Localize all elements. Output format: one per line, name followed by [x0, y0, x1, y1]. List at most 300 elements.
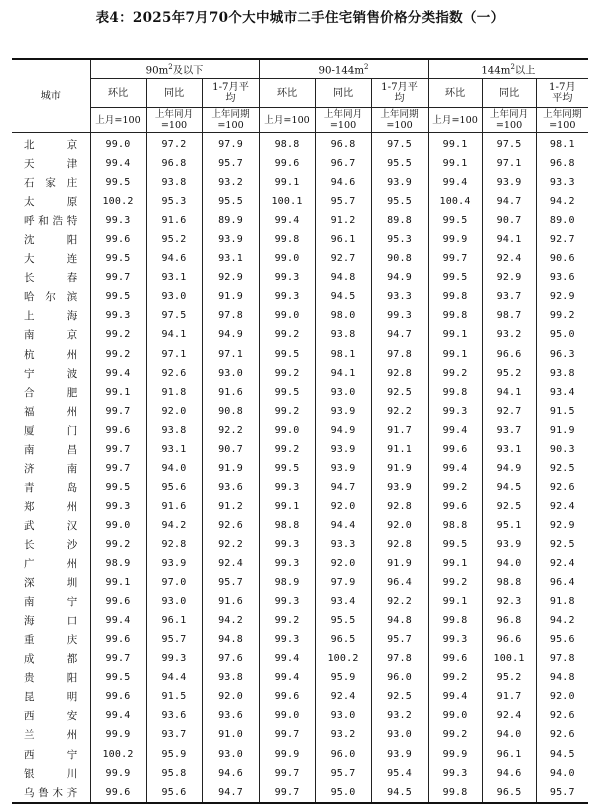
index-value: 93.9	[371, 478, 428, 497]
index-value: 99.2	[259, 325, 315, 344]
index-value: 99.2	[428, 573, 482, 592]
table-row	[12, 421, 588, 440]
group-header-medium: $90-144m^2$	[259, 59, 428, 79]
index-value: 96.8	[536, 154, 588, 173]
index-value: 97.1	[146, 345, 202, 364]
index-value: 95.2	[482, 668, 536, 687]
city-name: 厦门	[24, 424, 78, 437]
index-value: 99.6	[90, 592, 146, 611]
city-name: 沈阳	[24, 234, 78, 247]
index-value: 92.2	[371, 592, 428, 611]
index-value: 95.2	[482, 364, 536, 383]
index-value: 97.2	[146, 133, 202, 155]
index-value: 99.1	[428, 154, 482, 173]
city-name: 宁波	[24, 367, 78, 380]
index-value: 93.2	[371, 706, 428, 725]
table-row	[12, 345, 588, 364]
index-value: 93.8	[146, 173, 202, 192]
index-value: 99.2	[259, 440, 315, 459]
index-value: 99.6	[90, 630, 146, 649]
index-value: 93.8	[536, 364, 588, 383]
index-value: 99.3	[259, 592, 315, 611]
index-value: 95.7	[315, 192, 371, 211]
index-value: 93.9	[315, 440, 371, 459]
index-value: 99.5	[90, 173, 146, 192]
page-title: 表4：2025年7月70个大中城市二手住宅销售价格分类指数（一）	[95, 10, 505, 26]
index-value: 99.6	[259, 687, 315, 706]
index-value: 94.2	[202, 611, 259, 630]
city-name: 南宁	[24, 596, 78, 609]
index-value: 98.1	[536, 133, 588, 155]
index-value: 98.1	[315, 345, 371, 364]
index-value: 92.5	[536, 535, 588, 554]
table-row	[12, 459, 588, 478]
index-value: 99.2	[90, 535, 146, 554]
index-value: 93.1	[202, 249, 259, 268]
index-value: 92.2	[371, 402, 428, 421]
index-value: 96.8	[482, 611, 536, 630]
index-value: 91.9	[371, 554, 428, 573]
city-name: 南京	[24, 329, 78, 342]
index-value: 91.6	[146, 211, 202, 230]
city-column-header: 城市	[12, 59, 90, 133]
city-name: 石家庄	[24, 177, 78, 190]
index-value: 99.7	[90, 268, 146, 287]
table-row	[12, 154, 588, 173]
index-value: 99.9	[428, 230, 482, 249]
index-value: 95.5	[371, 154, 428, 173]
index-value: 92.8	[371, 364, 428, 383]
index-value: 99.8	[428, 383, 482, 402]
index-value: 99.5	[90, 287, 146, 306]
index-value: 99.6	[90, 421, 146, 440]
table-row	[12, 306, 588, 325]
table-row	[12, 516, 588, 535]
index-value: 95.7	[146, 630, 202, 649]
index-value: 99.3	[90, 211, 146, 230]
index-value: 94.5	[371, 783, 428, 803]
index-value: 99.1	[90, 573, 146, 592]
index-value: 99.6	[90, 687, 146, 706]
sub-header-mom: 环比	[90, 79, 146, 108]
index-value: 99.6	[428, 497, 482, 516]
index-value: 91.9	[202, 287, 259, 306]
index-value: 94.9	[202, 325, 259, 344]
index-value: 93.6	[202, 706, 259, 725]
index-value: 98.9	[259, 573, 315, 592]
index-value: 96.1	[482, 745, 536, 764]
sub-header-mom: 环比	[428, 79, 482, 108]
index-value: 94.8	[536, 668, 588, 687]
table-row	[12, 211, 588, 230]
index-value: 99.6	[428, 440, 482, 459]
index-value: 91.2	[202, 497, 259, 516]
index-value: 99.0	[428, 706, 482, 725]
city-name: 深圳	[24, 577, 78, 590]
index-value: 92.2	[202, 535, 259, 554]
index-value: 97.5	[146, 306, 202, 325]
index-value: 99.0	[259, 306, 315, 325]
index-value: 95.7	[315, 764, 371, 783]
index-value: 97.1	[482, 154, 536, 173]
index-value: 95.3	[146, 192, 202, 211]
index-value: 94.0	[536, 764, 588, 783]
index-value: 93.4	[536, 383, 588, 402]
index-value: 94.7	[202, 783, 259, 803]
index-value: 95.0	[315, 783, 371, 803]
base-label: 上年同月=100	[146, 108, 202, 133]
index-value: 99.8	[428, 611, 482, 630]
city-name: 成都	[24, 653, 78, 666]
index-value: 94.6	[482, 764, 536, 783]
sub-header-yoy: 同比	[315, 79, 371, 108]
table-row	[12, 745, 588, 764]
table-row	[12, 478, 588, 497]
index-value: 91.8	[146, 383, 202, 402]
index-value: 99.2	[90, 325, 146, 344]
index-value: 91.5	[536, 402, 588, 421]
index-value: 92.7	[482, 402, 536, 421]
index-value: 92.0	[315, 554, 371, 573]
index-value: 93.9	[371, 745, 428, 764]
index-value: 91.8	[536, 592, 588, 611]
index-value: 93.3	[536, 173, 588, 192]
index-value: 95.3	[371, 230, 428, 249]
index-value: 98.8	[259, 133, 315, 155]
index-value: 93.0	[315, 706, 371, 725]
index-value: 91.9	[202, 459, 259, 478]
index-value: 89.0	[536, 211, 588, 230]
index-value: 99.6	[428, 649, 482, 668]
base-label: 上年同期=100	[371, 108, 428, 133]
index-value: 94.9	[315, 421, 371, 440]
table-row	[12, 230, 588, 249]
index-value: 92.3	[482, 592, 536, 611]
index-value: 92.5	[482, 497, 536, 516]
index-value: 93.9	[315, 402, 371, 421]
sub-header-mom: 环比	[259, 79, 315, 108]
index-value: 94.7	[371, 325, 428, 344]
index-value: 94.1	[482, 383, 536, 402]
index-value: 93.9	[202, 230, 259, 249]
index-value: 93.9	[146, 554, 202, 573]
table-row	[12, 497, 588, 516]
index-value: 92.6	[202, 516, 259, 535]
index-value: 95.4	[371, 764, 428, 783]
index-value: 92.2	[202, 421, 259, 440]
city-name: 大连	[24, 253, 78, 266]
index-value: 99.3	[259, 630, 315, 649]
index-value: 92.0	[371, 516, 428, 535]
city-name: 太原	[24, 196, 78, 209]
index-value: 92.0	[202, 687, 259, 706]
index-value: 97.9	[315, 573, 371, 592]
index-value: 97.8	[371, 345, 428, 364]
index-value: 91.6	[202, 383, 259, 402]
city-name: 福州	[24, 405, 78, 418]
index-value: 99.7	[90, 402, 146, 421]
index-value: 93.7	[146, 725, 202, 744]
index-value: 99.3	[90, 306, 146, 325]
index-value: 92.6	[536, 725, 588, 744]
base-label: 上月=100	[428, 108, 482, 133]
index-value: 93.0	[371, 725, 428, 744]
index-value: 92.5	[536, 459, 588, 478]
index-value: 96.1	[315, 230, 371, 249]
index-value: 99.1	[259, 497, 315, 516]
index-value: 99.4	[259, 668, 315, 687]
city-name: 济南	[24, 462, 78, 475]
index-value: 96.4	[536, 573, 588, 592]
index-value: 99.2	[259, 364, 315, 383]
table-row	[12, 592, 588, 611]
index-value: 96.8	[315, 133, 371, 155]
table-row	[12, 402, 588, 421]
table-row	[12, 535, 588, 554]
index-value: 99.9	[259, 745, 315, 764]
index-value: 99.4	[90, 611, 146, 630]
index-value: 99.6	[259, 154, 315, 173]
city-name: 海口	[24, 615, 78, 628]
index-value: 93.2	[202, 173, 259, 192]
city-name: 天津	[24, 158, 78, 171]
base-label: 上年同期=100	[202, 108, 259, 133]
index-value: 95.6	[536, 630, 588, 649]
index-value: 92.7	[315, 249, 371, 268]
index-value: 100.2	[90, 192, 146, 211]
index-value: 89.8	[371, 211, 428, 230]
index-value: 94.2	[536, 611, 588, 630]
index-value: 97.8	[536, 649, 588, 668]
index-value: 100.1	[482, 649, 536, 668]
table-row	[12, 783, 588, 803]
index-value: 92.7	[536, 230, 588, 249]
index-value: 94.9	[482, 459, 536, 478]
index-value: 93.0	[315, 383, 371, 402]
city-name: 西安	[24, 710, 78, 723]
sub-header-avg: 1-7月平均	[536, 79, 588, 108]
index-value: 94.4	[315, 516, 371, 535]
index-value: 99.4	[428, 459, 482, 478]
index-value: 99.2	[90, 345, 146, 364]
sub-header-avg: 1-7月平均	[202, 79, 259, 108]
index-value: 94.1	[482, 230, 536, 249]
index-value: 99.5	[259, 383, 315, 402]
index-value: 96.6	[482, 345, 536, 364]
index-value: 98.0	[315, 306, 371, 325]
index-value: 92.0	[536, 687, 588, 706]
index-value: 91.9	[536, 421, 588, 440]
table-row	[12, 192, 588, 211]
index-value: 93.0	[146, 592, 202, 611]
index-value: 99.6	[90, 230, 146, 249]
index-value: 96.6	[482, 630, 536, 649]
index-value: 92.4	[202, 554, 259, 573]
index-value: 90.8	[202, 402, 259, 421]
index-value: 99.4	[259, 649, 315, 668]
index-value: 92.8	[371, 497, 428, 516]
index-value: 99.3	[259, 287, 315, 306]
index-value: 97.5	[371, 133, 428, 155]
index-value: 100.1	[259, 192, 315, 211]
index-value: 96.0	[315, 745, 371, 764]
index-value: 93.6	[536, 268, 588, 287]
index-value: 92.9	[536, 516, 588, 535]
index-value: 93.9	[482, 173, 536, 192]
index-value: 94.9	[371, 268, 428, 287]
city-name: 武汉	[24, 519, 78, 532]
index-value: 99.5	[90, 668, 146, 687]
index-value: 99.5	[259, 459, 315, 478]
index-value: 94.1	[315, 364, 371, 383]
index-value: 93.6	[202, 478, 259, 497]
index-value: 93.9	[315, 459, 371, 478]
index-value: 91.6	[146, 497, 202, 516]
index-value: 99.7	[259, 783, 315, 803]
index-value: 99.7	[90, 440, 146, 459]
city-name: 哈尔滨	[24, 291, 78, 304]
index-value: 99.7	[90, 459, 146, 478]
index-value: 99.3	[259, 268, 315, 287]
index-value: 90.8	[371, 249, 428, 268]
index-value: 99.5	[428, 268, 482, 287]
index-value: 99.1	[259, 173, 315, 192]
index-value: 92.0	[146, 402, 202, 421]
price-index-table	[12, 58, 588, 804]
index-value: 98.9	[90, 554, 146, 573]
city-name: 乌鲁木齐	[12, 783, 90, 803]
table-row	[12, 440, 588, 459]
index-value: 94.2	[146, 516, 202, 535]
sub-header-yoy: 同比	[146, 79, 202, 108]
index-value: 99.5	[428, 535, 482, 554]
index-value: 99.4	[90, 706, 146, 725]
index-value: 95.9	[146, 745, 202, 764]
index-value: 89.9	[202, 211, 259, 230]
index-value: 97.0	[146, 573, 202, 592]
index-value: 99.4	[428, 687, 482, 706]
index-value: 94.7	[315, 478, 371, 497]
city-name: 西宁	[24, 748, 78, 761]
index-value: 99.2	[428, 478, 482, 497]
index-value: 92.4	[315, 687, 371, 706]
group-header-large: $144m^2$以上	[428, 59, 588, 79]
index-value: 93.7	[482, 287, 536, 306]
index-value: 91.2	[315, 211, 371, 230]
index-value: 99.1	[428, 345, 482, 364]
table-row	[12, 725, 588, 744]
table-row	[12, 554, 588, 573]
sub-header-yoy: 同比	[482, 79, 536, 108]
index-value: 93.1	[482, 440, 536, 459]
index-value: 96.3	[536, 345, 588, 364]
index-value: 93.1	[146, 440, 202, 459]
index-value: 93.4	[315, 592, 371, 611]
index-value: 95.7	[202, 154, 259, 173]
index-value: 99.5	[90, 249, 146, 268]
index-value: 93.2	[482, 325, 536, 344]
index-value: 96.5	[482, 783, 536, 803]
index-value: 93.8	[146, 421, 202, 440]
index-value: 99.2	[536, 306, 588, 325]
index-value: 93.7	[482, 421, 536, 440]
index-value: 96.4	[371, 573, 428, 592]
index-value: 94.6	[315, 173, 371, 192]
table-row	[12, 706, 588, 725]
city-name: 合肥	[24, 386, 78, 399]
index-value: 97.8	[202, 306, 259, 325]
index-value: 92.5	[371, 687, 428, 706]
index-value: 99.3	[428, 630, 482, 649]
city-name: 上海	[24, 310, 78, 323]
index-value: 93.1	[146, 268, 202, 287]
index-value: 100.2	[90, 745, 146, 764]
index-value: 95.7	[371, 630, 428, 649]
base-label: 上月=100	[90, 108, 146, 133]
sub-header-avg: 1-7月平均	[371, 79, 428, 108]
index-value: 94.8	[315, 268, 371, 287]
table-row	[12, 364, 588, 383]
index-value: 92.4	[536, 554, 588, 573]
index-value: 95.7	[536, 783, 588, 803]
index-value: 94.5	[315, 287, 371, 306]
index-value: 94.1	[146, 325, 202, 344]
index-value: 95.6	[146, 478, 202, 497]
index-value: 92.6	[146, 364, 202, 383]
index-value: 92.8	[146, 535, 202, 554]
index-value: 93.0	[202, 745, 259, 764]
table-row	[12, 287, 588, 306]
index-value: 96.8	[146, 154, 202, 173]
table-row	[12, 630, 588, 649]
index-value: 94.5	[536, 745, 588, 764]
index-value: 91.5	[146, 687, 202, 706]
index-value: 99.1	[428, 133, 482, 155]
index-value: 98.8	[259, 516, 315, 535]
index-value: 99.1	[428, 325, 482, 344]
index-value: 99.7	[428, 249, 482, 268]
table-row	[12, 611, 588, 630]
index-value: 99.9	[428, 745, 482, 764]
index-value: 99.3	[259, 478, 315, 497]
index-value: 99.0	[259, 706, 315, 725]
index-value: 99.3	[259, 554, 315, 573]
index-value: 99.8	[259, 230, 315, 249]
city-name: 青岛	[24, 481, 78, 494]
index-value: 91.9	[371, 459, 428, 478]
index-value: 90.3	[536, 440, 588, 459]
index-value: 99.2	[428, 725, 482, 744]
index-value: 95.8	[146, 764, 202, 783]
index-value: 99.0	[90, 516, 146, 535]
index-value: 99.3	[371, 306, 428, 325]
index-value: 99.5	[428, 211, 482, 230]
city-name: 银川	[24, 767, 78, 780]
city-name: 北京	[24, 139, 78, 152]
table-row	[12, 649, 588, 668]
index-value: 95.2	[146, 230, 202, 249]
index-value: 91.0	[202, 725, 259, 744]
index-value: 92.6	[536, 706, 588, 725]
index-value: 99.7	[259, 764, 315, 783]
index-value: 96.1	[146, 611, 202, 630]
index-value: 94.8	[202, 630, 259, 649]
index-value: 93.9	[482, 535, 536, 554]
index-value: 92.4	[482, 706, 536, 725]
table-row	[12, 687, 588, 706]
base-label: 上月=100	[259, 108, 315, 133]
index-value: 99.0	[90, 133, 146, 155]
